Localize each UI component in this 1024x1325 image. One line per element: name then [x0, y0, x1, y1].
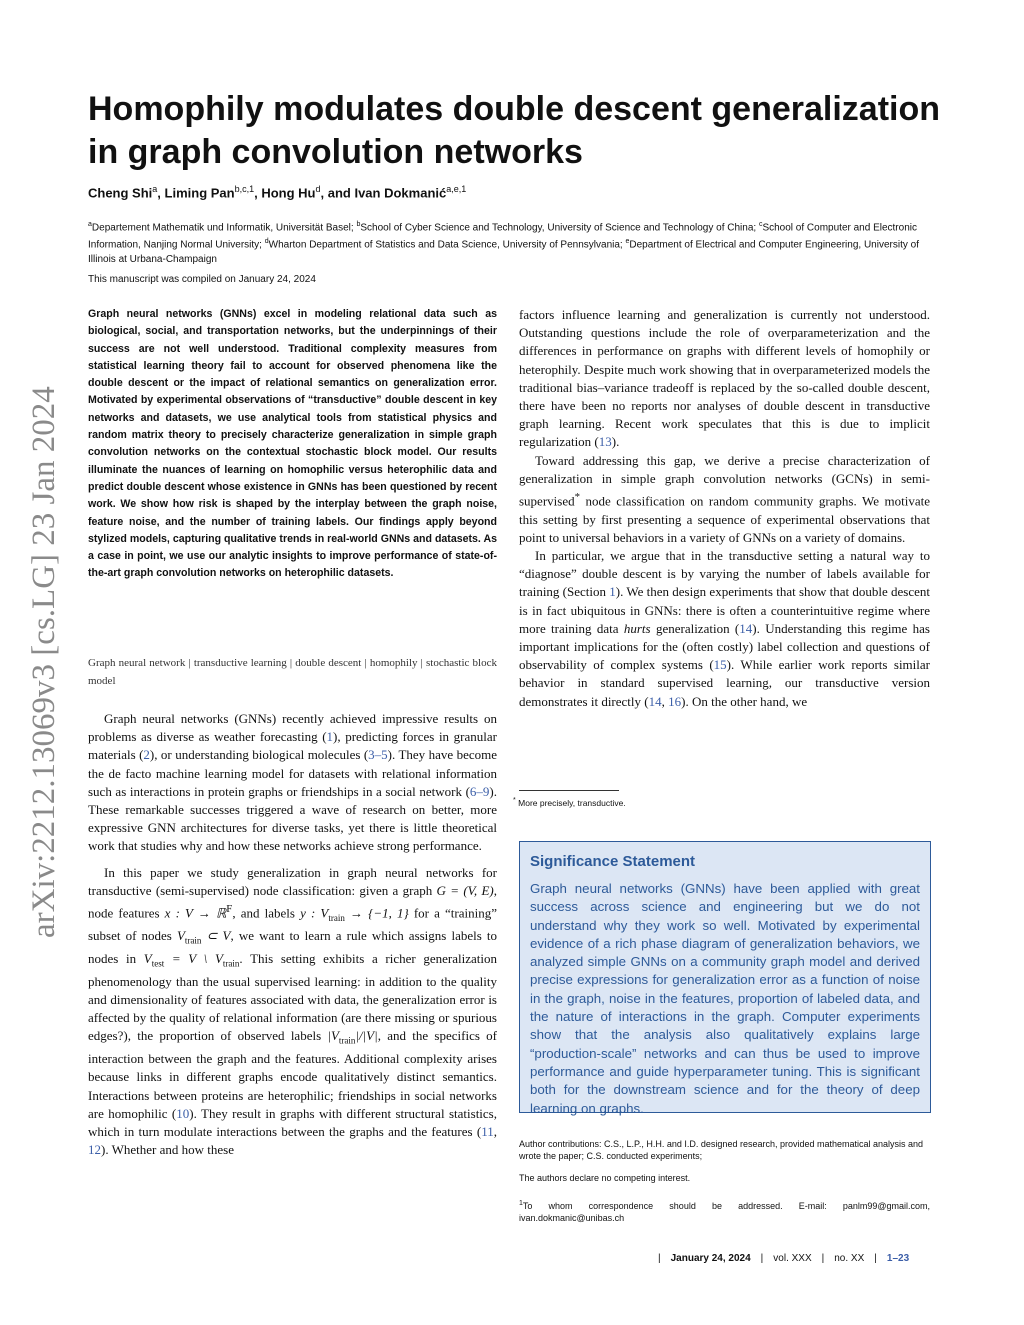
affiliation-mark: e [625, 238, 630, 246]
citation-link[interactable]: 16 [668, 693, 682, 709]
author-name: Hong Hu [261, 185, 316, 201]
correspondence-text: To whom correspondence should be addressed. E-mail: panlm99@gmail.com, ivan.dokmanic@unibas.ch [519, 1201, 930, 1223]
affiliation-text: School of Cyber Science and Technology, University of Science and Technology of China; [360, 222, 759, 234]
citation-link[interactable]: 14 [739, 620, 753, 636]
footnote-text: More precisely, transductive. [518, 797, 626, 808]
correspondence-note [519, 1198, 930, 1224]
subscript: train [338, 1035, 356, 1046]
math-expression: → {−1, 1} [344, 905, 409, 921]
affiliation-mark: d [264, 238, 269, 246]
affiliation-text: Department of Electrical and Computer Engineering, University of Illinois at Urbana-Champaign [88, 239, 919, 265]
body-paragraph: Toward addressing this gap, we derive a precise characterization of generalization in simple graph convolution networks (GCNs) in semi-supervised* node classification on random community graphs. We motivate this setting by first presenting a sequence of experimental observations that point to universal behaviors in a variety of GNNs on a variety of domains. [519, 452, 930, 545]
footer-date: January 24, 2024 [670, 1253, 751, 1264]
author-contributions: Author contributions: C.S., L.P., H.H. and I.D. designed research, provided mathematical analysis and wrote the paper; C.S. conducted experiments; [519, 1139, 924, 1161]
author-list: Cheng Shi$^a$, Liming Pan$^{b,c,1}$, Hong Hu$^d$, and Ivan Dokmanić$^{a,e,1}$ [88, 184, 467, 201]
subscript: train [184, 935, 202, 946]
abstract: Graph neural networks (GNNs) excel in modeling relational data such as biological, social, and transportation networks, but the underpinnings of their success are not well understood. Traditional complexity measures from statistical learning theory fail to account for observed phenomena like the double descent or the impact of relational semantics on generalization error. Motivated by experimental observations of “transductive” double descent in key networks and datasets, we use analytical tools from statistical physics and random matrix theory to precisely characterize generalization in simple graph convolution networks on the contextual stochastic block model. Our results illuminate the nuances of learning on homophilic versus heterophilic data and predict double descent whose existence in GNNs has been questioned by recent work. We show how risk is shaped by the interplay between the graph noise, feature noise, and the number of training labels. Our findings apply beyond stylized models, capturing qualitative trends in real-world GNNs and datasets. As a case in point, we use our analytic insights to improve performance of state-of-the-art graph convolution networks on heterophilic datasets. [88, 308, 497, 580]
significance-statement-box [519, 841, 931, 1116]
math-expression: V [143, 950, 152, 966]
footer-number: no. XX [834, 1253, 865, 1264]
footnote [513, 796, 626, 808]
affiliation-mark: c [758, 221, 763, 228]
footer-volume: vol. XXX [773, 1253, 812, 1264]
subscript: test [151, 958, 165, 969]
affiliation-text: Wharton Department of Statistics and Data Science, University of Pennsylvania; [268, 239, 626, 251]
citation-link[interactable]: 6–9 [469, 783, 490, 799]
math-expression: V [176, 928, 185, 944]
footnote-mark: * [513, 796, 516, 804]
citation-link[interactable]: 2 [143, 747, 150, 763]
citation-link[interactable]: 13 [598, 434, 612, 450]
footnote-divider [519, 790, 619, 791]
competing-interest: The authors declare no competing interest. [519, 1173, 691, 1183]
author-affiliation-mark: a [152, 184, 158, 194]
math-expression: ⊂ V [201, 928, 231, 944]
body-paragraph: Graph neural networks (GNNs) recently achieved impressive results on problems as diverse as weather forecasting (1), predicting forces in granular materials (2), or understanding biological molecules (3–5). They have become the de facto machine learning model for datasets with relational information such as interactions in protein graphs or friendships in a social network (6–9). These remarkable successes triggered a wave of research on better, more expressive GNN architectures for diverse tasks, yet there is little theoretical work that studies why and how these networks achieve strong performance. [88, 711, 497, 854]
affiliation-mark: b [356, 221, 361, 228]
author-name: Ivan Dokmanić [354, 185, 447, 201]
keywords: Graph neural network | transductive learning | double descent | homophily | stochastic block model [88, 657, 497, 687]
citation-link[interactable]: 15 [713, 657, 727, 673]
affiliation-text: School of Computer and Electronic Information, Nanjing Normal University; [88, 222, 917, 251]
author-affiliation-mark: a,e,1 [446, 184, 467, 194]
author-affiliation-mark: b,c,1 [234, 184, 255, 194]
subscript: train [222, 958, 240, 969]
citation-link[interactable]: 1 [326, 729, 334, 745]
citation-link[interactable]: 1 [609, 584, 616, 600]
body-paragraph: In this paper we study generalization in graph neural networks for transductive (semi-supervised) node classification: given a graph G = (V, E), node features x : V → ℝ$^F$, and labels y : $V_{train} \to \{-1$, 1} for a “training” subset of nodes $V_{train}$ ⊂ V, we want to learn a rule which assigns labels to nodes in $V_{test} = V$ \ $V_{train}$. This setting exhibits a richer generalization phenomenology than the usual supervised learning: in addition to the quality and dimensionality of features associated with data, the generalization error is affected by the quality of relational information (are there missing or spurious edges?), the proportion of observed labels $|V_{train}|/|V|$, and the specifics of interaction between the graph and the features. Additional complexity arises because links in different graphs encode qualitatively distinct semantics. Interactions between proteins are heterophilic; friendships in social networks are homophilic (10). They result in graphs with different structural statistics, which in turn modulate interactions between the graphs and the features (11, 12). Whether and how these [88, 864, 497, 1158]
citation-link[interactable]: 3–5 [368, 747, 388, 763]
significance-text: Graph neural networks (GNNs) have been applied with great success across science and engineering but we do not understand why they work so well. Motivated by experimental evidence of a rich phase diagram of generalization behaviors, we analyzed simple GNNs on a community graph model and derived precise expressions for generalization error as a function of noise in the graph, noise in the features, proportion of labeled data, and the nature of interactions in the graph. Computer experiments show that the analysis also qualitatively explains large “production-scale” networks and can thus be used to improve performance and guide hyperparameter tuning. This is significant both for the downstream science and for the theory of deep learning on graphs. [530, 881, 920, 1116]
page-footer: | January 24, 2024 | vol. XXX | no. XX | 1–23 [658, 1253, 910, 1264]
affiliation-text: Departement Mathematik und Informatik, Universität Basel; [91, 222, 357, 234]
body-paragraph: In particular, we argue that in the transductive setting a natural way to “diagnose” double descent is by varying the number of labels available for training (Section 1). We then design experiments that show that double descent is in fact ubiquitous in GNNs: there is often a counterintuitive regime where more training data hurts generalization (14). Understanding this regime has important implications for the (often costly) label collection and questions of observability of complex systems (15). While earlier work reports similar behavior in standard supervised learning, our transductive version demonstrates it directly (14, 16). On the other hand, we [519, 547, 931, 709]
emphasis: hurts [623, 620, 651, 636]
affiliations [88, 218, 934, 267]
footer-pages: 1–23 [886, 1253, 910, 1264]
affiliation-mark: a [88, 221, 92, 228]
compiled-date-note: This manuscript was compiled on January 24, 2024 [88, 274, 316, 285]
superscript: F [226, 903, 233, 916]
math-expression: = V \ V [164, 950, 223, 966]
author-name: Cheng Shi [88, 185, 153, 201]
right-column-body [519, 306, 930, 711]
significance-title: Significance Statement [530, 853, 696, 870]
citation-link[interactable]: 11 [481, 1123, 494, 1139]
correspondence-mark: 1 [519, 1200, 523, 1207]
superscript: * [574, 491, 581, 504]
left-column-body [88, 710, 497, 1159]
math-expression: |V [327, 1028, 339, 1044]
math-expression: x : V → ℝ [164, 905, 227, 921]
arxiv-identifier-stamp: arXiv:2212.13069v3 [cs.LG] 23 Jan 2024 [26, 386, 62, 938]
paper-title: Homophily modulates double descent generalization in graph convolution networks [88, 90, 941, 171]
math-expression: G = (V, E) [436, 882, 494, 898]
author-name: Liming Pan [164, 185, 235, 201]
math-expression: y : V [300, 905, 329, 921]
citation-link[interactable]: 10 [176, 1105, 190, 1121]
citation-link[interactable]: 12 [88, 1142, 101, 1158]
author-affiliation-mark: d [315, 184, 321, 194]
subscript: train [328, 912, 345, 923]
body-paragraph: factors influence learning and generalization is currently not understood. Outstanding questions include the role of overparameterization and the differences in performance on graphs with different levels of homophily or heterophily. Despite much work showing that in overparameterized models the traditional bias–variance tradeoff is replaced by the so-called double descent, there have been no reports nor analyses of double descent in transductive graph learning. Recent work speculates that this is due to implicit regularization (13). [519, 307, 930, 450]
citation-link[interactable]: 14 [648, 693, 662, 709]
math-expression: |/|V| [355, 1028, 378, 1044]
